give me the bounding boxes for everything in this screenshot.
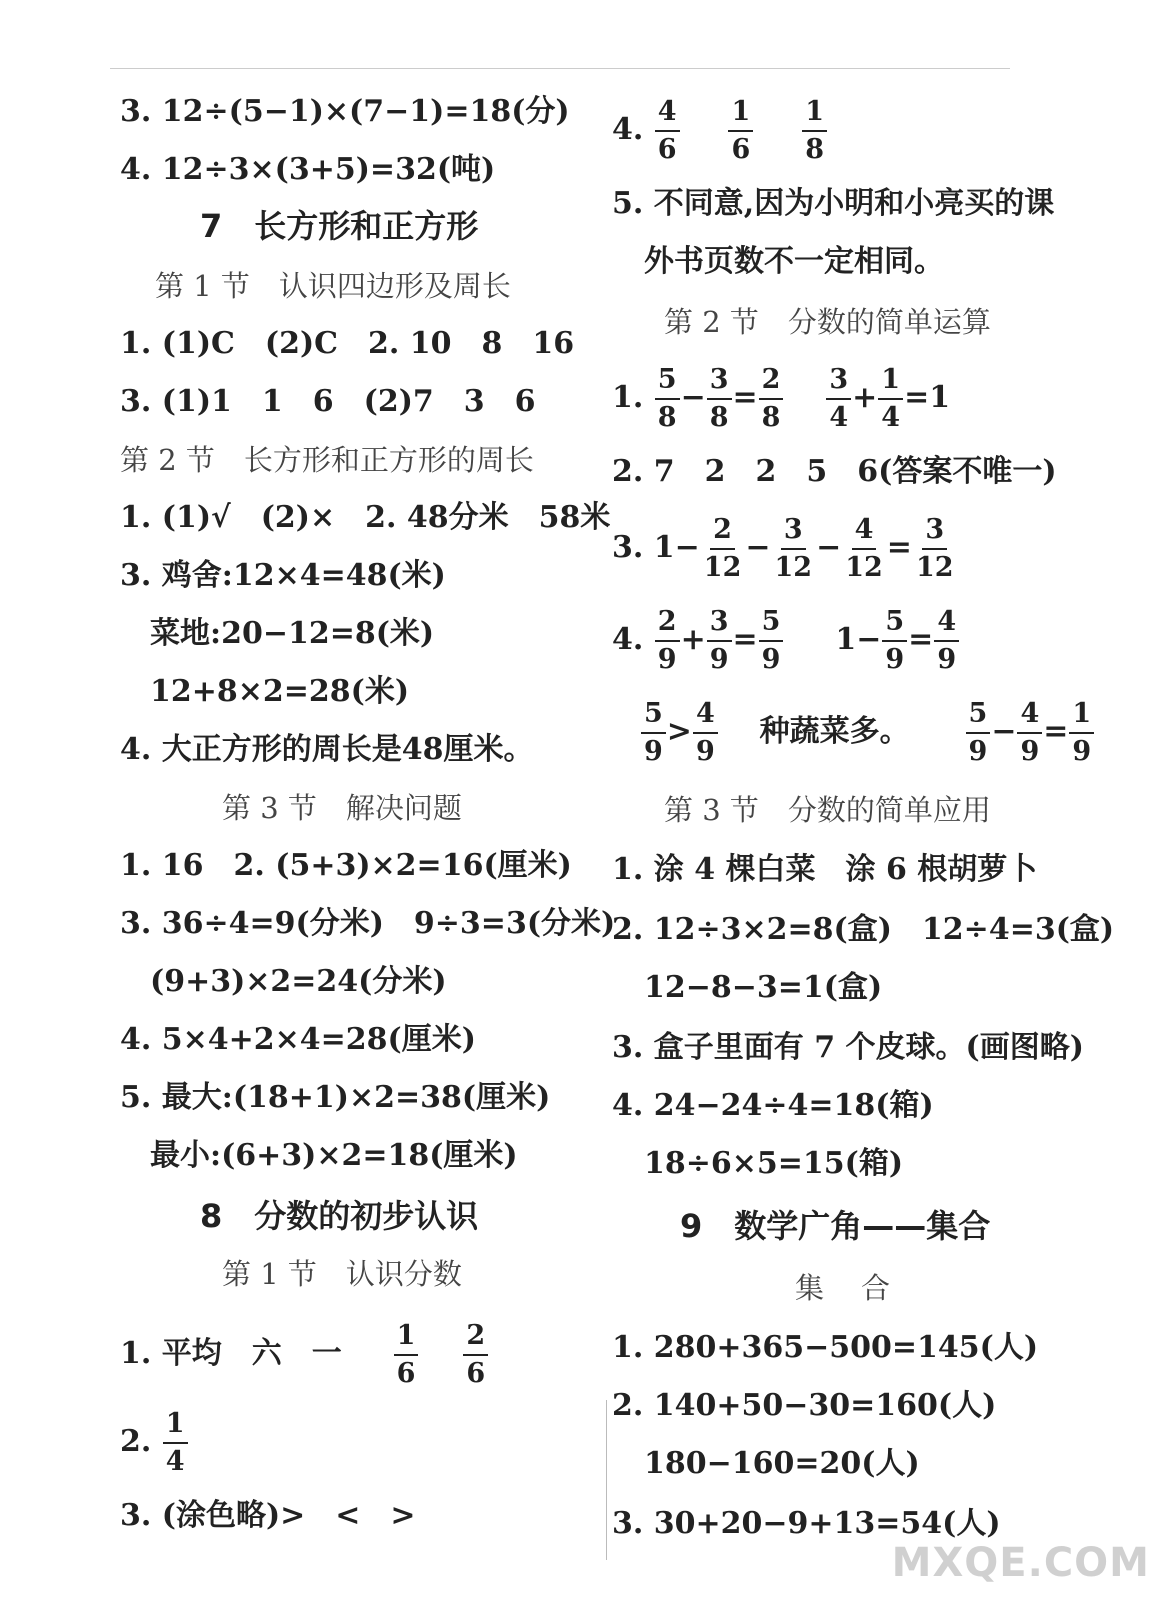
answer-line: 1. (1)C (2)C 2. 10 8 16 [120,326,575,361]
top-rule [110,68,1010,69]
fraction: $\frac{2}{12}$ [703,514,742,583]
section-heading: 第 3 节 解决问题 [222,791,462,825]
answer-text: 种蔬菜多。 [759,714,910,749]
fraction: $\frac{5}{9}$ [759,604,784,678]
answer-line: 4. 5×4+2×4=28(厘米) [120,1022,476,1057]
answer-line: 180−160=20(人) [644,1446,920,1481]
answer-line: 菜地:20−12=8(米) [150,616,435,651]
section-heading: 第 3 节 分数的简单应用 [664,793,991,827]
fraction: $\frac{4}{12}$ [845,514,883,583]
fraction: $\frac{2}{6}$ [463,1318,488,1392]
fraction: $\frac{4}{6}$ [655,94,680,168]
fraction: $\frac{5}{9}$ [966,696,991,770]
fraction: $\frac{1}{8}$ [802,94,827,168]
answer-line: 3. 12÷(5−1)×(7−1)=18(分) [120,94,570,129]
section-heading: 第 2 节 分数的简单运算 [664,305,991,339]
chapter-heading: 8 分数的初步认识 [200,1197,479,1235]
answer-line: 3. 鸡舍:12×4=48(米) [120,558,446,593]
fraction: $\frac{1}{9}$ [1069,696,1094,770]
fraction: $\frac{3}{12}$ [915,514,954,583]
fraction: $\frac{2}{9}$ [655,604,680,678]
section-heading: 第 2 节 长方形和正方形的周长 [120,443,534,477]
answer-prefix: 3. 1− [612,530,700,565]
answer-line: 1. 涂 4 棵白菜 涂 6 根胡萝卜 [612,852,1038,887]
answer-line-fractions [612,92,828,168]
answer-line: 12+8×2=28(米) [150,674,410,709]
fraction: $\frac{1}{6}$ [394,1318,419,1392]
answer-line-fractions [120,1316,489,1392]
fraction: $\frac{5}{9}$ [641,696,666,770]
fraction: $\frac{2}{8}$ [759,362,784,436]
answer-line: 18÷6×5=15(箱) [644,1146,904,1181]
answer-line: 2. 140+50−30=160(人) [612,1388,997,1423]
answer-line: 3. 36÷4=9(分米) 9÷3=3(分米) [120,906,616,941]
answer-prefix: 2. [120,1424,152,1459]
watermark-logo: MXQE.COM [891,1540,1150,1586]
answer-line: 3. (1)1 1 6 (2)7 3 6 [120,384,536,419]
fraction: $\frac{3}{8}$ [707,362,732,436]
fraction: $\frac{1}{4}$ [163,1406,188,1480]
fraction: $\frac{4}{9}$ [1017,696,1042,770]
fraction: $\frac{1}{6}$ [728,94,753,168]
answer-line: 4. 24−24÷4=18(箱) [612,1088,934,1123]
answer-line: 5. 最大:(18+1)×2=38(厘米) [120,1080,551,1115]
section-heading: 集 合 [795,1271,895,1305]
fraction: $\frac{5}{9}$ [882,604,907,678]
fraction: $\frac{4}{9}$ [934,604,959,678]
answer-line-fractions [120,1404,189,1480]
answer-line: (9+3)×2=24(分米) [150,964,447,999]
answer-line: 4. 大正方形的周长是48厘米。 [120,732,534,767]
answer-line: 4. 12÷3×(3+5)=32(吨) [120,152,496,187]
fraction: $\frac{3}{4}$ [826,362,851,436]
fraction: $\frac{1}{4}$ [878,362,903,436]
fraction: $\frac{3}{12}$ [774,514,813,583]
answer-line-fractions: 1. $\frac{5}{8}$ − $\frac{3}{8}$ = $\frac{2}{8}$ $\frac{3}{4}$ + $\frac{1}{4}$ =1 [612,360,950,436]
chapter-heading: 9 数学广角——集合 [680,1207,991,1245]
answer-line: 1. (1)√ (2)× 2. 48分米 58米 [120,500,611,535]
fraction: $\frac{4}{9}$ [693,696,718,770]
answer-prefix: 1. [612,380,644,415]
chapter-heading: 7 长方形和正方形 [200,207,479,245]
answer-line: 3. (涂色略)> < > [120,1498,416,1533]
answer-line: 12−8−3=1(盒) [644,970,883,1005]
answer-prefix: 4. [612,622,644,657]
answer-line: 外书页数不一定相同。 [644,244,944,279]
column-divider [606,1400,607,1560]
answer-line-fractions: 3. 1− $\frac{2}{12}$ − $\frac{3}{12}$ − $\frac{4}{12}$ = $\frac{3}{12}$ [612,510,958,586]
answer-line-fractions: $\frac{5}{9}$ > $\frac{4}{9}$ 种蔬菜多。 $\frac{5}{9}$ − $\frac{4}{9}$ = $\frac{1}{9}$ [640,694,1095,770]
fraction: $\frac{5}{8}$ [655,362,680,436]
answer-line-fractions: 4. $\frac{2}{9}$ + $\frac{3}{9}$ = $\frac{5}{9}$ 1− $\frac{5}{9}$ = $\frac{4}{9}$ [612,602,960,678]
answer-line: 3. 盒子里面有 7 个皮球。(画图略) [612,1030,1084,1065]
answer-line: 2. 7 2 2 5 6(答案不唯一) [612,454,1057,489]
answer-line: 5. 不同意,因为小明和小亮买的课 [612,186,1055,221]
answer-line: 1. 16 2. (5+3)×2=16(厘米) [120,848,572,883]
section-heading: 第 1 节 认识分数 [222,1257,462,1291]
answer-line: 1. 280+365−500=145(人) [612,1330,1039,1365]
fraction: $\frac{3}{9}$ [707,604,732,678]
answer-line: 3. 30+20−9+13=54(人) [612,1506,1001,1541]
answer-prefix: 1. 平均 六 一 [120,1336,342,1371]
answer-prefix: 4. [612,112,644,147]
answer-line: 2. 12÷3×2=8(盒) 12÷4=3(盒) [612,912,1115,947]
section-heading: 第 1 节 认识四边形及周长 [155,269,511,303]
answer-line: 最小:(6+3)×2=18(厘米) [150,1138,518,1173]
